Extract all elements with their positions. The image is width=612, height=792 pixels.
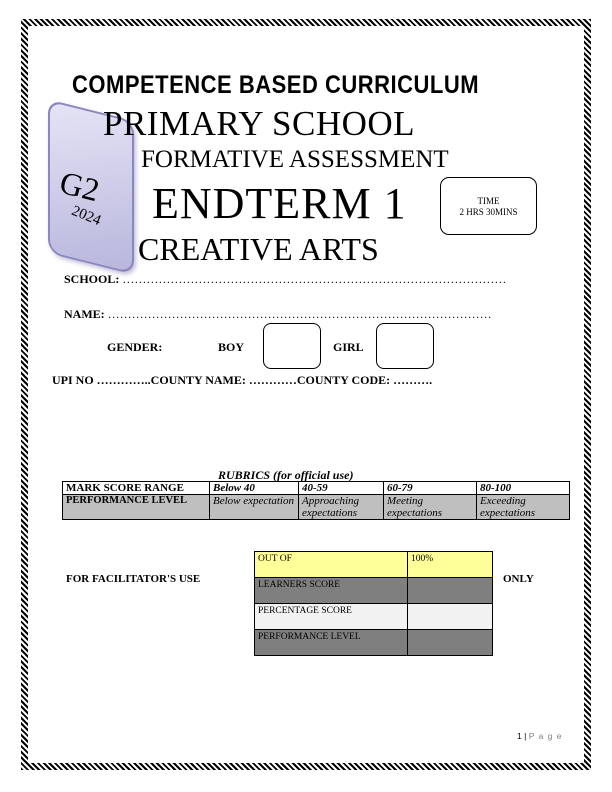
level-label: PERFORMANCE LEVEL — [63, 495, 210, 520]
level-cell: Below expectation — [210, 495, 299, 520]
name-label: NAME: — [64, 307, 105, 321]
score-table — [254, 551, 493, 656]
curriculum-banner: COMPETENCE BASED CURRICULUM — [72, 70, 480, 99]
page-word: P a g e — [528, 731, 563, 741]
page-separator: | — [524, 731, 527, 741]
rubrics-title: RUBRICS (for official use) — [218, 468, 354, 482]
rubrics-range-row — [63, 482, 570, 495]
performance-level-input[interactable] — [408, 630, 493, 656]
name-field[interactable] — [64, 307, 492, 322]
page-number: 1 — [517, 731, 522, 741]
page-footer — [517, 731, 563, 741]
range-label: MARK SCORE RANGE — [63, 482, 210, 495]
school-field[interactable] — [64, 272, 506, 287]
girl-label: GIRL — [333, 340, 364, 354]
badge-year: 2024 — [69, 202, 104, 230]
score-row-label: OUT OF — [255, 552, 408, 578]
level-cell: Exceeding expectations — [477, 495, 570, 520]
range-cell: Below 40 — [210, 482, 299, 495]
rubrics-table — [62, 481, 570, 520]
score-row — [255, 552, 493, 578]
score-row-label: PERFORMANCE LEVEL — [255, 630, 408, 656]
upi-county-line[interactable]: UPI NO …………..COUNTY NAME: …………COUNTY CODE: ………. — [52, 373, 433, 387]
score-row-label: LEARNERS SCORE — [255, 578, 408, 604]
score-row-label: PERCENTAGE SCORE — [255, 604, 408, 630]
subject-title: CREATIVE ARTS — [138, 231, 379, 267]
time-label: TIME — [477, 196, 500, 206]
school-level-title: PRIMARY SCHOOL — [103, 104, 416, 143]
boy-checkbox[interactable] — [263, 323, 321, 369]
learners-score-input[interactable] — [408, 578, 493, 604]
score-row — [255, 630, 493, 656]
facilitator-only-label: ONLY — [503, 573, 534, 585]
score-row-value: 100% — [408, 552, 493, 578]
gender-label: GENDER: — [107, 340, 163, 354]
range-cell: 60-79 — [384, 482, 477, 495]
range-cell: 40-59 — [299, 482, 384, 495]
score-row — [255, 604, 493, 630]
boy-label: BOY — [218, 340, 245, 354]
facilitator-label: FOR FACILITATOR'S USE — [66, 573, 201, 585]
school-dots: …………………………………………………………………………………… — [122, 272, 507, 286]
percentage-score-input[interactable] — [408, 604, 493, 630]
level-cell: Approaching expectations — [299, 495, 384, 520]
score-row — [255, 578, 493, 604]
name-dots: …………………………………………………………………………………… — [107, 307, 492, 321]
badge-grade: G2 — [56, 163, 104, 209]
assessment-type: FORMATIVE ASSESSMENT — [141, 146, 449, 173]
range-cell: 80-100 — [477, 482, 570, 495]
level-cell: Meeting expectations — [384, 495, 477, 520]
term-title: ENDTERM 1 — [152, 179, 407, 228]
rubrics-level-row — [63, 495, 570, 520]
time-value: 2 HRS 30MINS — [459, 207, 518, 217]
school-label: SCHOOL: — [64, 272, 120, 286]
time-box — [440, 177, 537, 235]
girl-checkbox[interactable] — [376, 323, 434, 369]
